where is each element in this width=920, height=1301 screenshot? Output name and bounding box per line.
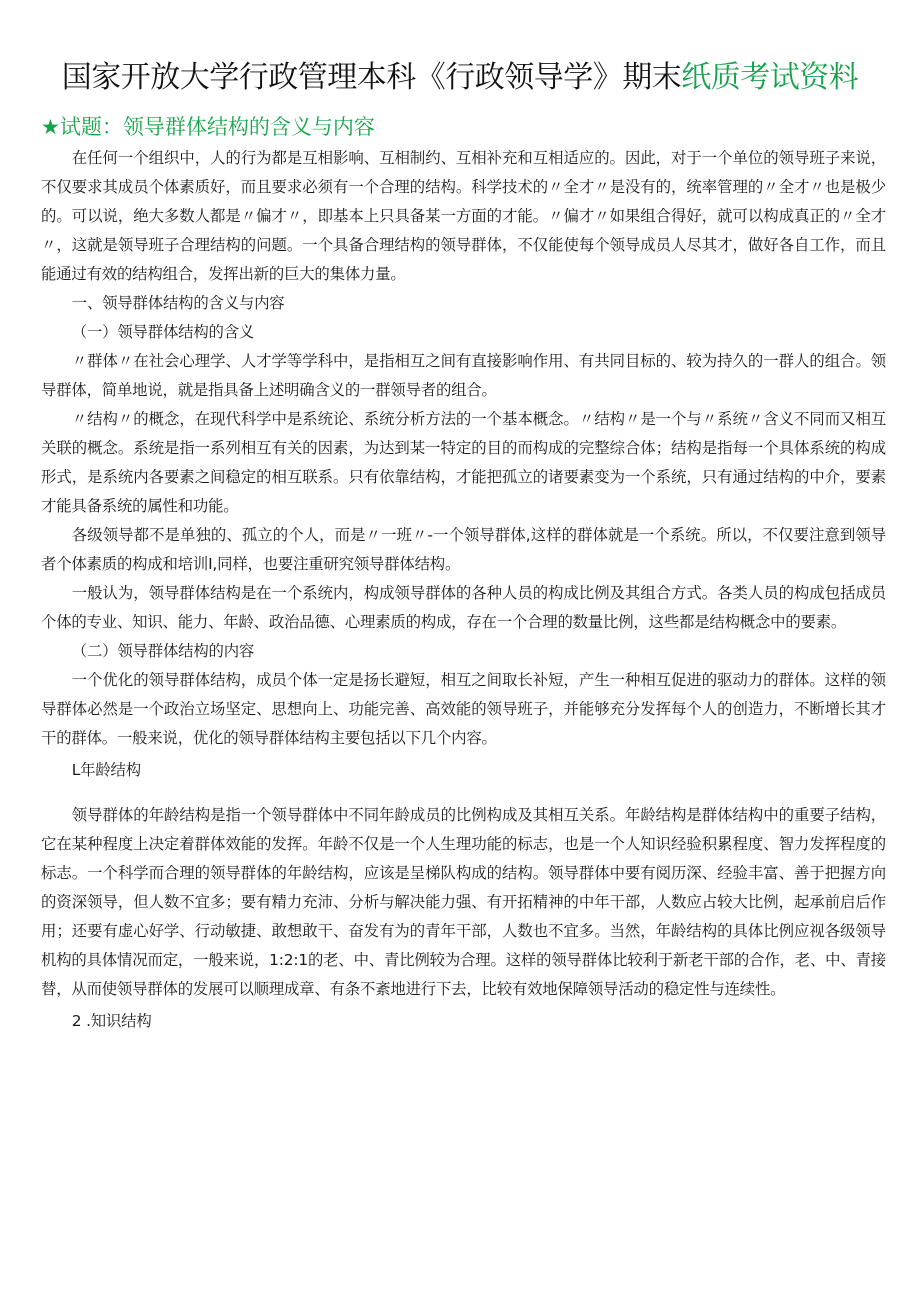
paragraph-structure-concept: 〃结构〃的概念，在现代科学中是系统论、系统分析方法的一个基本概念。〃结构〃是一个与〃系统〃含义不同而又相互关联的概念。系统是指一系列相互有关的因素，为达到某一特定的目的而构成的完整综合体；结构是指每一个具体系统的构成形式，是系统内各要素之间稳定的相互联系。只有依靠结构，才能把孤立的诸要素变为一个系统，只有通过结构的中介，要素才能具备系统的属性和功能。 — [41, 410, 886, 515]
spacer — [41, 785, 886, 801]
paragraph-group-definition: 〃群体〃在社会心理学、人才学等学科中，是指相互之间有直接影响作用、有共同目标的、较为持久的一群人的组合。领导群体，简单地说，就是指具备上述明确含义的一群领导者的组合。 — [41, 352, 886, 399]
intro-paragraph: 在任何一个组织中，人的行为都是互相影响、互相制约、互相补充和互相适应的。因此，对于一个单位的领导班子来说，不仅要求其成员个体素质好，而且要求必须有一个合理的结构。科学技术的〃全才〃是没有的，统率管理的〃全才〃也是极少的。可以说，绝大多数人都是〃偏才〃，即基本上只具备某一方面的才能。〃偏才〃如果组合得好，就可以构成真正的〃全才〃，这就是领导班子合理结构的问题。一个具备合理结构的领导群体，不仅能使每个领导成员人尽其才，做好各自工作，而且能通过有效的结构组合，发挥出新的巨大的集体力量。 — [41, 149, 886, 283]
subheading-definition: （一）领导群体结构的含义 — [71, 323, 255, 341]
heading-age-structure: L年龄结构 — [71, 761, 141, 779]
paragraph-general-view: 一般认为，领导群体结构是在一个系统内，构成领导群体的各种人员的构成比例及其组合方式。各类人员的构成包括成员个体的专业、知识、能力、年龄、政治品德、心理素质的构成，存在一个合理的数量比例，这些都是结构概念中的要素。 — [41, 584, 886, 631]
heading-part-one: 一、领导群体结构的含义与内容 — [71, 294, 285, 312]
subheading-content: （二）领导群体结构的内容 — [71, 642, 255, 660]
document-title-highlight: 纸质考试资料 — [681, 60, 859, 95]
document-body — [41, 144, 886, 1036]
document-title-main: 国家开放大学行政管理本科《行政领导学》期末 — [61, 60, 682, 95]
paragraph-optimized-structure: 一个优化的领导群体结构，成员个体一定是扬长避短，相互之间取长补短，产生一种相互促进的驱动力的群体。这样的领导群体必然是一个政治立场坚定、思想向上、功能完善、高效能的领导班子，并能够充分发挥每个人的创造力，不断增长其才干的群体。一般来说，优化的领导群体结构主要包括以下几个内容。 — [41, 671, 886, 747]
paragraph-age-structure: 领导群体的年龄结构是指一个领导群体中不同年龄成员的比例构成及其相互关系。年龄结构是群体结构中的重要子结构，它在某种程度上决定着群体效能的发挥。年龄不仅是一个人生理功能的标志，也是一个人知识经验积累程度、智力发挥程度的标志。一个科学而合理的领导群体的年龄结构，应该是呈梯队构成的结构。领导群体中要有阅历深、经验丰富、善于把握方向的资深领导，但人数不宜多；要有精力充沛、分析与解决能力强、有开拓精神的中年干部，人数应占较大比例，起承前启后作用；还要有虚心好学、行动敏捷、敢想敢干、奋发有为的青年干部，人数也不宜多。当然，年龄结构的具体比例应视各级领导机构的具体情况而定，一般来说，1:2:1的老、中、青比例较为合理。这样的领导群体比较利于新老干部的合作，老、中、青接替，从而使领导群体的发展可以顺理成章、有条不紊地进行下去，比较有效地保障领导活动的稳定性与连续性。 — [41, 806, 886, 998]
section-heading: ★试题：领导群体结构的含义与内容 — [41, 115, 375, 139]
document-title — [0, 58, 920, 98]
heading-knowledge-structure: 2 .知识结构 — [71, 1012, 152, 1030]
paragraph-leadership-system: 各级领导都不是单独的、孤立的个人，而是〃一班〃-一个领导群体,这样的群体就是一个系统。所以，不仅要注意到领导者个体素质的构成和培训I,同样，也要注重研究领导群体结构。 — [41, 526, 886, 573]
